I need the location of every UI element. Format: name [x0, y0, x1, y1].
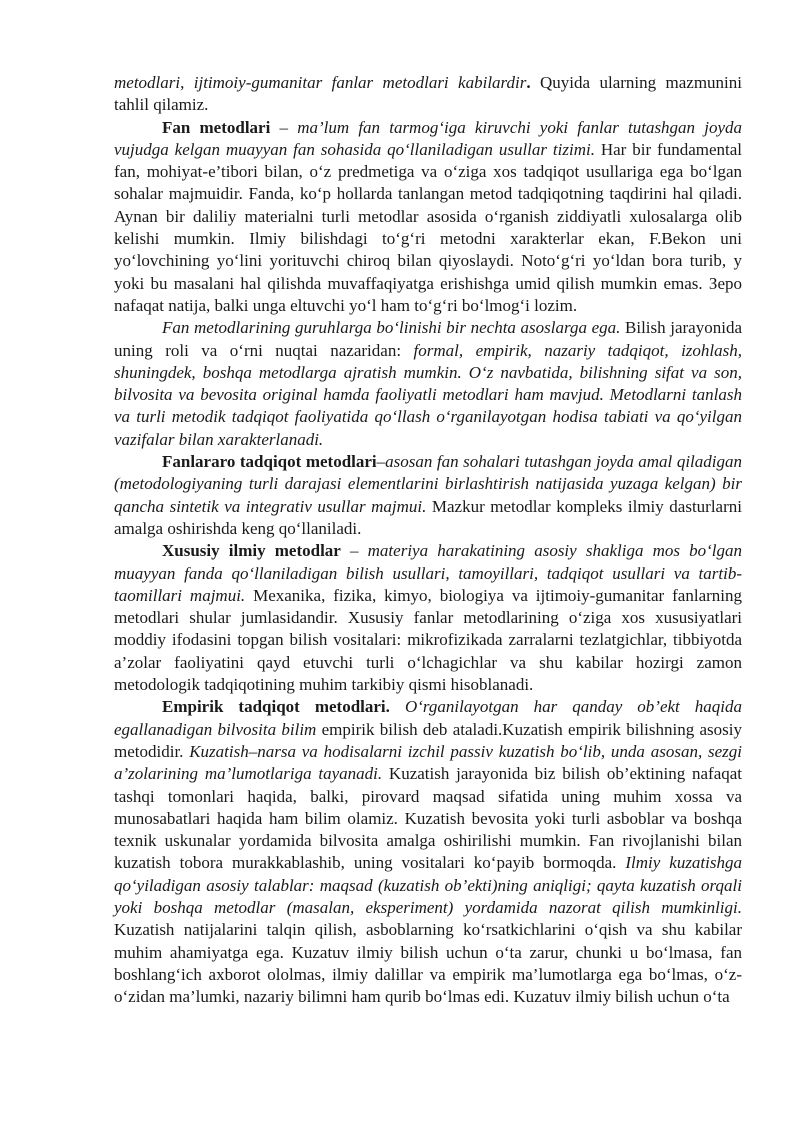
- text-run: Kuzatish jarayonida biz bilish ob’ektining nafaqat tashqi tomonlari haqida, balki, pirovard maqsad sifatida uning muhim xossa va munosabatlari haqida ham bilim olamiz. Kuzatish bevosita yoki turli asboblar va boshqa texnik uskunalar yordamida bilvosita amalga oshirilishi mumkin. Fan rivojlanishi bilan kuzatish tobora murakkablashib, uning vositalari ko‘payib bormoqda.: [114, 764, 743, 873]
- paragraph-continuation: [114, 72, 742, 117]
- paragraph-fan-metodlari: [114, 117, 742, 318]
- text-run: Mexanika, fizika, kimyo, biologiya va ijtimoiy-gumanitar fanlarning metodlari shular jumlasidandir. Xususiy fanlar metodlarining o‘ziga xos xususiyatlari moddiy ifodasini topgan bilish vositalari: mikrofizikada zarralarni tezlatgichlar, tibbiyotda a’zolar faoliyatini qayd etuvchi turli o‘lchagichlar va shu kabilar hozirgi zamon metodologik tadqiqotining muhim tarkibiy qismi hisoblanadi.: [114, 585, 742, 695]
- text-run: metodlari, ijtimoiy-gumanitar fanlar metodlari kabilardir: [114, 73, 527, 92]
- text-run: –: [340, 541, 368, 561]
- definition-text: Kuzatish–narsa va hodisalarni izchil passiv kuzatish bo‘lib, unda asosan, sezgi a’zolarining ma’lumotlariga tayanadi.: [114, 741, 742, 784]
- definition-text: Ilmiy kuzatishga qo‘yiladigan asosiy talablar: maqsad (kuzatish ob’ekti)ning aniqligi; qayta kuzatish orqali yoki boshqa metodlar (masalan, eksperiment) yordamida nazorat qilish mumkinligi.: [114, 853, 742, 917]
- term-heading: Xususiy ilmiy metodlar: [162, 541, 341, 561]
- text-run: Bilish jarayonida uning roli va o‘rni nuqtai nazaridan:: [114, 318, 742, 360]
- definition-text: ma’lum fan tarmog‘iga kiruvchi yoki fanlar tutashgan joyda vujudga kelgan muayyan fan sohasida qo‘llaniladigan usullar tizimi.: [114, 117, 743, 159]
- paragraph-guruhlar: [114, 317, 742, 451]
- text-run: formal, empirik, nazariy tadqiqot, izohlash, shuningdek, boshqa metodlarga ajratish mumkin. O‘z navbatida, bilishning sifat va son, bilvosita va bevosita original hamda faoliyatli metodlari ham mavjud. Metodlarni tanlash va turli metodik tadqiqot faoliyatida qo‘llash o‘rganilayotgan hodisa tabiati va qo‘yilgan vazifalar bilan xarakterlanadi.: [114, 340, 743, 449]
- text-run: Fan metodlarining guruhlarga bo‘linishi bir nechta asoslarga ega.: [162, 318, 621, 338]
- term-heading: Empirik tadqiqot metodlari.: [162, 697, 390, 717]
- paragraph-xususiy: [114, 540, 742, 696]
- definition-text: O‘rganilayotgan har qanday ob’ekt haqida egallanadigan bilvosita bilim: [114, 697, 743, 739]
- definition-text: materiya harakatining asosiy shakliga mos bo‘lgan muayyan fanda qo‘llaniladigan bilish usullari, tamoyillari, tadqiqot usullari va tartib-taomillari majmui.: [114, 541, 743, 605]
- paragraph-empirik: [114, 696, 742, 1008]
- text-run: .: [526, 73, 531, 92]
- text-run: Kuzatish natijalarini talqin qilish, asboblarning ko‘rsatkichlarini o‘qish va shu kabilar muhim ahamiyatga ega. Kuzatuv ilmiy bilish uchun o‘ta zarur, chunki u bo‘lmasa, fan boshlang‘ich axborot ololmas, ilmiy dalillar va empirik ma’lumotlarga ega bo‘lmas, o‘z-o‘zidan ma’lumki, nazariy bilimni ham qurib bo‘lmas edi. Kuzatuv ilmiy bilish uchun o‘ta: [114, 920, 742, 1007]
- text-run: Quyida ularning mazmunini tahlil qilamiz.: [114, 73, 742, 115]
- term-heading: Fanlararo tadqiqot metodlari: [162, 452, 377, 472]
- document-page: [114, 72, 742, 1008]
- text-run: Har bir fundamental fan, mohiyat-e’tibori bilan, o‘z predmetiga va o‘ziga xos tadqiqot usullariga ega bo‘lgan sohalar majmuidir. Fanda, ko‘p hollarda tanlangan metod tadqiqotning taqdirini hal qiladi. Aynan bir daliliy materialni turli metodlar asosida o‘rganish ziddiyatli xulosalarga olib kelishi mumkin. Ilmiy bilishdagi to‘g‘ri metodni xarakterlar ekan, F.Bekon uni yo‘lovchining yo‘lini yorituvchi chiroq bilan qiyoslaydi. Noto‘g‘ri yo‘ldan bora turib, y yoki bu masalani hal qilishda muvaffaqiyatga erishishga umid qilish mumkin emas. Зepo nafaqat natija, balki unga eltuvchi yo‘l ham to‘g‘ri bo‘lmog‘i lozim.: [114, 139, 742, 315]
- term-heading: Fan metodlari: [162, 117, 271, 137]
- text-run: empirik bilish deb ataladi.Kuzatish empirik bilishning asosiy metodidir.: [114, 719, 743, 761]
- definition-text: asosan fan sohalari tutashgan joyda amal qiladigan (metodologiyaning turli darajasi elementlarini birlashtirish natijasida yuzaga kelgan) bir qancha sintetik va integrativ usullar majmui.: [114, 452, 742, 516]
- text-run: –: [270, 117, 298, 137]
- text-run: Mazkur metodlar kompleks ilmiy dasturlarni amalga oshirishda keng qo‘llaniladi.: [114, 496, 742, 538]
- paragraph-fanlararo: [114, 451, 742, 540]
- text-run: [390, 697, 405, 716]
- text-run: –: [376, 452, 386, 472]
